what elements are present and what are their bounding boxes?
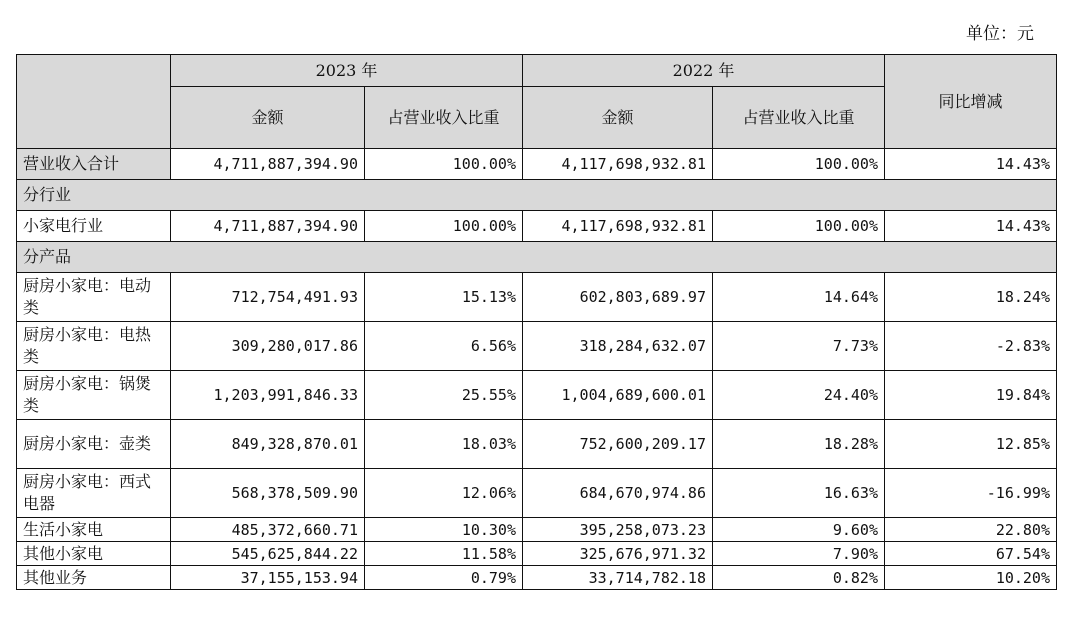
yoy-cell: -2.83% [885, 322, 1057, 371]
ratio-2022-cell: 14.64% [713, 273, 885, 322]
yoy-cell: 14.43% [885, 211, 1057, 242]
section-label: 分产品 [17, 242, 1057, 273]
ratio-2022-cell: 9.60% [713, 518, 885, 542]
ratio-2023-cell: 18.03% [365, 420, 523, 469]
ratio-2022-cell: 100.00% [713, 211, 885, 242]
ratio-2023-cell: 0.79% [365, 566, 523, 590]
amount-2022-cell: 1,004,689,600.01 [523, 371, 713, 420]
section-row [17, 242, 1057, 273]
yoy-cell: -16.99% [885, 469, 1057, 518]
section-label: 分行业 [17, 180, 1057, 211]
row-label: 厨房小家电：锅煲类 [17, 371, 171, 420]
ratio-2023-cell: 25.55% [365, 371, 523, 420]
table-row [17, 322, 1057, 371]
header-yoy: 同比增减 [885, 55, 1057, 149]
header-ratio-2022: 占营业收入比重 [713, 87, 885, 149]
amount-2022-cell: 684,670,974.86 [523, 469, 713, 518]
amount-2023-cell: 568,378,509.90 [171, 469, 365, 518]
amount-2023-cell: 485,372,660.71 [171, 518, 365, 542]
header-year-2022: 2022 年 [523, 55, 885, 87]
ratio-2022-cell: 18.28% [713, 420, 885, 469]
amount-2023-cell: 712,754,491.93 [171, 273, 365, 322]
table-row [17, 542, 1057, 566]
header-blank-cell [17, 55, 171, 149]
amount-2022-cell: 325,676,971.32 [523, 542, 713, 566]
unit-label: 单位：元 [966, 24, 1034, 44]
amount-2022-cell: 4,117,698,932.81 [523, 211, 713, 242]
row-label: 营业收入合计 [17, 149, 171, 180]
yoy-cell: 10.20% [885, 566, 1057, 590]
row-label: 其他小家电 [17, 542, 171, 566]
table-row [17, 469, 1057, 518]
row-label: 厨房小家电：电动类 [17, 273, 171, 322]
ratio-2023-cell: 100.00% [365, 149, 523, 180]
header-amount-2022: 金额 [523, 87, 713, 149]
ratio-2022-cell: 7.90% [713, 542, 885, 566]
amount-2022-cell: 752,600,209.17 [523, 420, 713, 469]
amount-2023-cell: 4,711,887,394.90 [171, 149, 365, 180]
amount-2022-cell: 33,714,782.18 [523, 566, 713, 590]
yoy-cell: 67.54% [885, 542, 1057, 566]
amount-2022-cell: 602,803,689.97 [523, 273, 713, 322]
row-label: 厨房小家电：西式电器 [17, 469, 171, 518]
ratio-2023-cell: 10.30% [365, 518, 523, 542]
section-row [17, 180, 1057, 211]
amount-2022-cell: 4,117,698,932.81 [523, 149, 713, 180]
row-label: 小家电行业 [17, 211, 171, 242]
ratio-2022-cell: 100.00% [713, 149, 885, 180]
amount-2023-cell: 1,203,991,846.33 [171, 371, 365, 420]
amount-2023-cell: 849,328,870.01 [171, 420, 365, 469]
ratio-2022-cell: 0.82% [713, 566, 885, 590]
amount-2023-cell: 309,280,017.86 [171, 322, 365, 371]
ratio-2022-cell: 16.63% [713, 469, 885, 518]
revenue-table [16, 54, 1057, 590]
amount-2023-cell: 545,625,844.22 [171, 542, 365, 566]
table-row [17, 273, 1057, 322]
header-ratio-2023: 占营业收入比重 [365, 87, 523, 149]
yoy-cell: 12.85% [885, 420, 1057, 469]
ratio-2023-cell: 12.06% [365, 469, 523, 518]
row-label: 厨房小家电：壶类 [17, 420, 171, 469]
yoy-cell: 19.84% [885, 371, 1057, 420]
yoy-cell: 22.80% [885, 518, 1057, 542]
ratio-2023-cell: 6.56% [365, 322, 523, 371]
ratio-2023-cell: 15.13% [365, 273, 523, 322]
yoy-cell: 18.24% [885, 273, 1057, 322]
header-amount-2023: 金额 [171, 87, 365, 149]
amount-2023-cell: 37,155,153.94 [171, 566, 365, 590]
table-row [17, 420, 1057, 469]
table-body [17, 149, 1057, 590]
amount-2022-cell: 318,284,632.07 [523, 322, 713, 371]
amount-2022-cell: 395,258,073.23 [523, 518, 713, 542]
row-label: 生活小家电 [17, 518, 171, 542]
table-row [17, 371, 1057, 420]
table-row [17, 211, 1057, 242]
header-row-years [17, 55, 1057, 87]
table-row [17, 149, 1057, 180]
amount-2023-cell: 4,711,887,394.90 [171, 211, 365, 242]
ratio-2022-cell: 24.40% [713, 371, 885, 420]
ratio-2023-cell: 11.58% [365, 542, 523, 566]
row-label: 厨房小家电：电热类 [17, 322, 171, 371]
ratio-2022-cell: 7.73% [713, 322, 885, 371]
row-label: 其他业务 [17, 566, 171, 590]
yoy-cell: 14.43% [885, 149, 1057, 180]
table-row [17, 518, 1057, 542]
ratio-2023-cell: 100.00% [365, 211, 523, 242]
table-row [17, 566, 1057, 590]
header-year-2023: 2023 年 [171, 55, 523, 87]
